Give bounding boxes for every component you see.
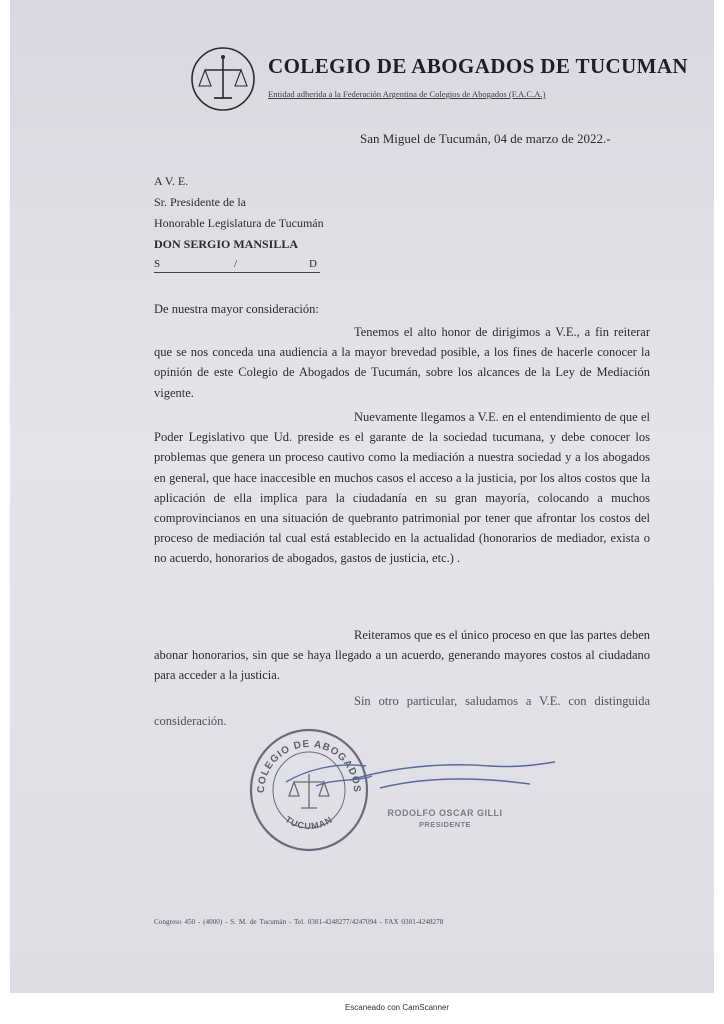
- body-paragraph-4: Sin otro particular, saludamos a V.E. con distinguida consideración.: [154, 694, 650, 729]
- recipient-line-2: Sr. Presidente de la: [154, 195, 246, 209]
- svg-text:TUCUMAN: [283, 814, 334, 831]
- signature-stroke: [350, 754, 560, 804]
- sd-slash: /: [234, 258, 238, 270]
- letterhead-footer: Congreso 450 - (4000) - S. M. de Tucumán - Tel. 0381-4248277/4247094 - FAX 0381-4248278: [154, 918, 444, 926]
- seal-text-bottom: TUCUMAN: [283, 814, 335, 832]
- greeting: De nuestra mayor consideración:: [154, 302, 319, 316]
- recipient-line-1: A V. E.: [154, 174, 189, 188]
- sd-s: S: [154, 258, 161, 270]
- organization-name: COLEGIO DE ABOGADOS DE TUCUMAN: [268, 54, 689, 78]
- seal-scales-icon: [289, 774, 329, 808]
- body-paragraph-2: Nuevamente llegamos a V.E. en el entendimiento de que el Poder Legislativo que Ud. preside es el garante de la sociedad tucumana, y debe conocer los problemas que genera un proceso cautivo como la mediación a nuestra sociedad y a los abogados en general, que hace inaccesible en muchos casos el acceso a la justicia, por los altos costos que la aplicación de ella implica para la ciudadanía en su gran mayoría, colocando a muchos comprovincianos en una situación de quebranto patrimonial por tener que afrontar los costos del proceso de mediación tal cual está establecido en la actualidad (honorarios de mediador, exista o no acuerdo, honorarios de abogados, gastos de justicia, etc.) .: [154, 410, 650, 566]
- su-despacho: [154, 258, 320, 273]
- signer-name: RODOLFO OSCAR GILLI: [387, 808, 503, 818]
- scanner-watermark: Escaneado con CamScanner: [344, 1003, 450, 1012]
- signer-block: [370, 808, 520, 829]
- scales-of-justice-icon: [190, 46, 256, 112]
- organization-subtitle: Entidad adherida a la Federación Argentina de Colegios de Abogados (F.A.C.A.): [268, 89, 546, 99]
- signer-role: PRESIDENTE: [419, 820, 471, 829]
- body-paragraph-1: Tenemos el alto honor de dirigimos a V.E., a fin reiterar que se nos conceda una audiencia a la mayor brevedad posible, a los fines de hacerle conocer la opinión de este Colegio de Abogados de Tucumán, sobre los alcances de la Ley de Mediación vigente.: [154, 325, 650, 400]
- recipient-line-3: Honorable Legislatura de Tucumán: [154, 216, 324, 230]
- seal-text-top: COLEGIO DE ABOGADOS: [255, 738, 363, 794]
- body-paragraph-3: Reiteramos que es el único proceso en que las partes deben abonar honorarios, sin que se haya llegado a un acuerdo, generando mayores costos al ciudadano para acceder a la justicia.: [154, 628, 650, 683]
- sd-d: D: [309, 258, 317, 270]
- letter-date: San Miguel de Tucumán, 04 de marzo de 2022.-: [360, 131, 611, 146]
- recipient-name: DON SERGIO MANSILLA: [154, 237, 299, 251]
